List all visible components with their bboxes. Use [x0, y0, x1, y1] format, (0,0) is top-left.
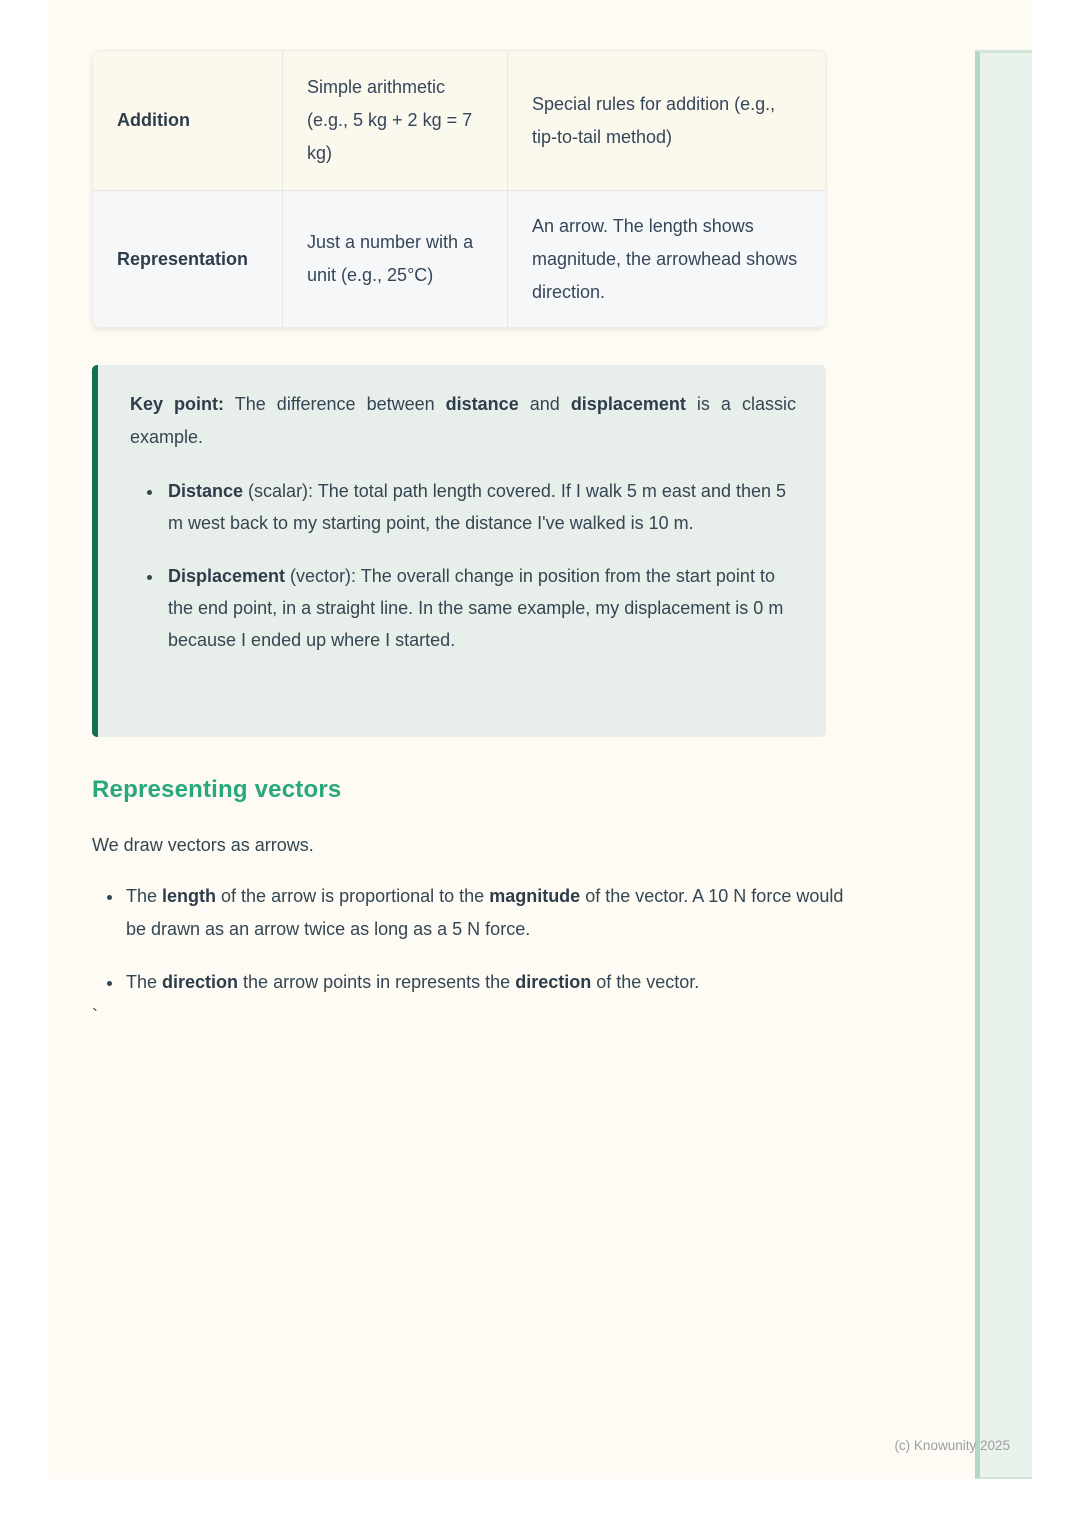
scalar-cell — [282, 51, 507, 190]
right-margin-strip — [975, 50, 1032, 1479]
scalar-cell-text: Simple arithmetic (e.g., 5 kg + 2 kg = 7 kg) — [307, 77, 473, 163]
scalar-cell — [282, 191, 507, 327]
text-segment: is a classic example. — [130, 394, 796, 447]
text-segment: (scalar): The total path length covered. If I walk 5 m east and then 5 m west back to my starting point, the distance I've walked is 10 m. — [168, 481, 787, 533]
vector-cell — [507, 191, 826, 327]
vector-cell — [507, 51, 826, 190]
text-segment: magnitude — [489, 886, 581, 906]
text-segment: displacement — [570, 394, 686, 414]
text-segment: The — [126, 886, 163, 906]
copyright-footer: (c) Knowunity 2025 — [894, 1438, 1010, 1453]
text-segment: the arrow points in represents the — [238, 972, 516, 992]
text-segment: The — [126, 972, 163, 992]
text-segment: direction — [162, 972, 239, 992]
row-label-text: Addition — [117, 110, 190, 130]
section-heading: Representing vectors — [92, 776, 342, 803]
vector-cell-text: Special rules for addition (e.g., tip-to-tail method) — [532, 93, 776, 147]
scalar-cell-text: Just a number with a unit (e.g., 25°C) — [307, 232, 474, 285]
text-segment: of the vector. A 10 N force would be drawn as an arrow twice as long as a 5 N force. — [126, 886, 844, 939]
text-segment: of the vector. — [591, 972, 700, 992]
intro-paragraph: We draw vectors as arrows. — [92, 835, 314, 855]
vector-cell-text: An arrow. The length shows magnitude, the arrowhead shows direction. — [532, 215, 798, 302]
callout-list — [130, 475, 796, 656]
row-label — [93, 51, 282, 190]
list-item-displacement — [164, 560, 796, 656]
text-segment: direction — [515, 972, 592, 992]
text-segment: and — [518, 394, 571, 414]
row-label — [93, 191, 282, 327]
list-item-direction — [124, 966, 858, 999]
vector-representation-list — [92, 880, 858, 999]
table-row-representation — [93, 190, 825, 327]
scalar-vector-table — [92, 50, 826, 328]
text-segment: (vector): The overall change in position from the start point to the end point, in a straight line. In the same example, my displacement is 0 m because I ended up where I started. — [168, 566, 784, 650]
stray-backtick: ` — [92, 1006, 98, 1026]
text-segment: distance — [445, 394, 519, 414]
row-label-text: Representation — [117, 248, 249, 269]
list-item-length — [124, 880, 858, 946]
text-segment: Distance — [168, 481, 244, 501]
text-segment: Key point: — [130, 394, 225, 414]
text-segment: length — [162, 886, 217, 906]
text-segment: of the arrow is proportional to the — [216, 886, 490, 906]
list-item-distance — [164, 475, 796, 539]
text-segment: The difference between — [224, 394, 446, 414]
text-segment: Displacement — [168, 566, 286, 586]
table-row-addition — [93, 51, 825, 190]
callout-paragraph — [130, 388, 796, 454]
key-point-callout — [92, 365, 826, 737]
